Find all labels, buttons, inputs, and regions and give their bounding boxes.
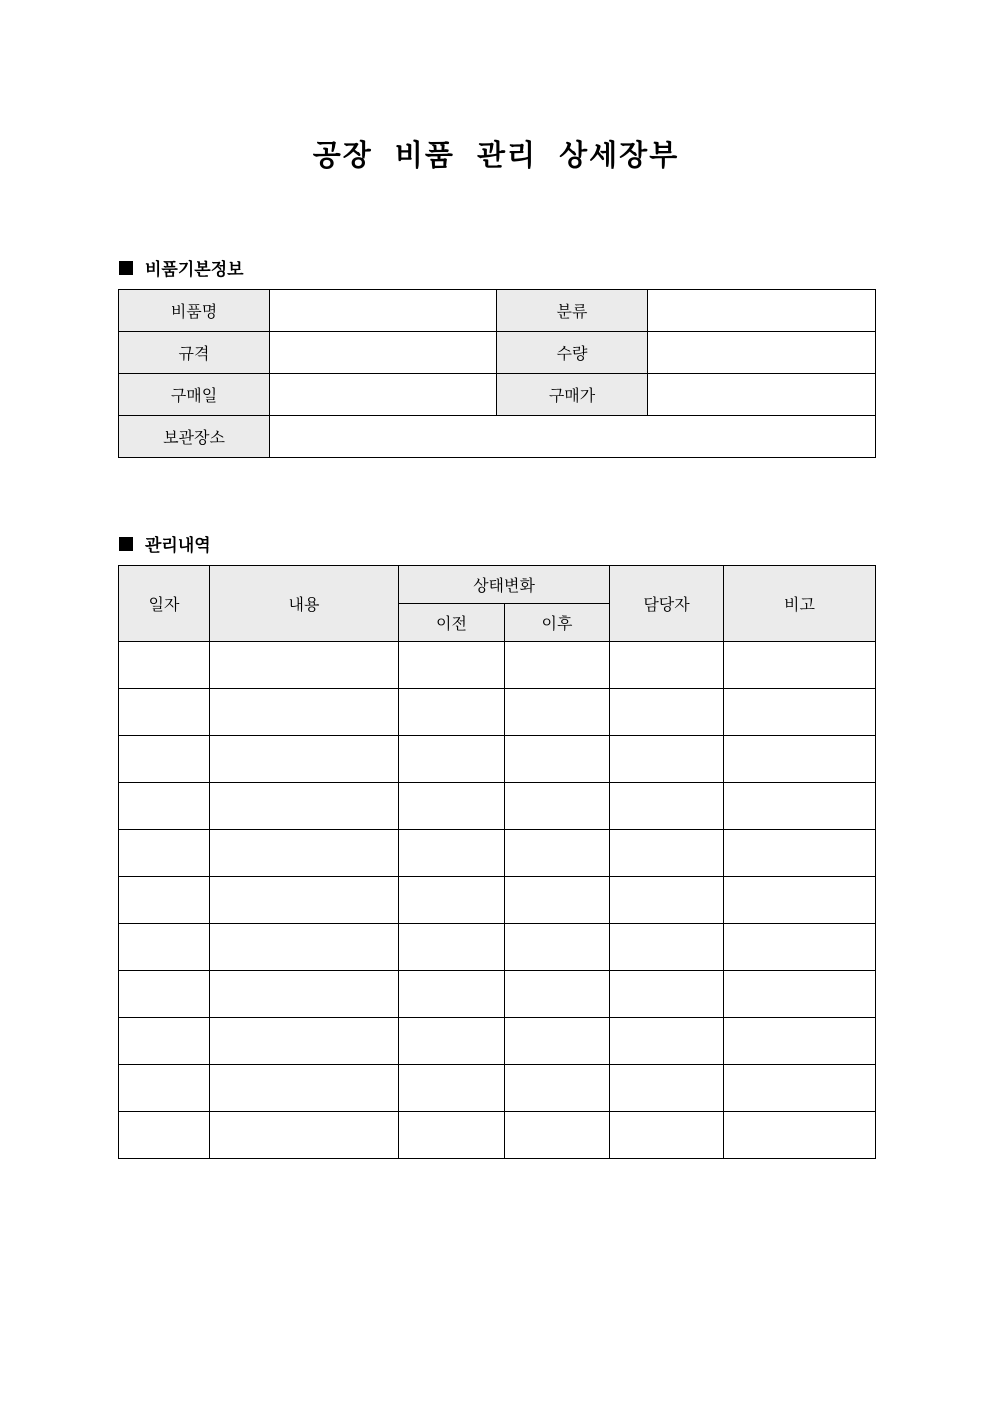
- remarks-cell[interactable]: [724, 689, 876, 736]
- before-cell[interactable]: [399, 1018, 505, 1065]
- manager-cell[interactable]: [610, 971, 724, 1018]
- remarks-cell[interactable]: [724, 642, 876, 689]
- col-header-remarks: 비고: [724, 566, 876, 642]
- date-cell[interactable]: [119, 783, 210, 830]
- before-cell[interactable]: [399, 971, 505, 1018]
- square-bullet-icon: [119, 261, 133, 275]
- after-cell[interactable]: [505, 924, 610, 971]
- table-row: [119, 416, 876, 458]
- after-cell[interactable]: [505, 1112, 610, 1159]
- content-cell[interactable]: [210, 830, 399, 877]
- before-cell[interactable]: [399, 783, 505, 830]
- content-cell[interactable]: [210, 971, 399, 1018]
- basic-info-heading-label: 비품기본정보: [145, 260, 244, 280]
- content-cell[interactable]: [210, 642, 399, 689]
- before-cell[interactable]: [399, 924, 505, 971]
- col-header-manager: 담당자: [610, 566, 724, 642]
- content-cell[interactable]: [210, 783, 399, 830]
- manager-cell[interactable]: [610, 924, 724, 971]
- before-cell[interactable]: [399, 1065, 505, 1112]
- table-row: [119, 783, 876, 830]
- table-row: [119, 642, 876, 689]
- storage-location-field[interactable]: [270, 416, 876, 458]
- content-cell[interactable]: [210, 877, 399, 924]
- table-row: [119, 1112, 876, 1159]
- col-header-after: 이후: [505, 604, 610, 642]
- date-cell[interactable]: [119, 971, 210, 1018]
- category-label: 분류: [497, 290, 648, 332]
- content-cell[interactable]: [210, 1018, 399, 1065]
- purchase-date-label: 구매일: [119, 374, 270, 416]
- header-row: [119, 566, 876, 604]
- remarks-cell[interactable]: [724, 1112, 876, 1159]
- manager-cell[interactable]: [610, 689, 724, 736]
- content-cell[interactable]: [210, 689, 399, 736]
- after-cell[interactable]: [505, 736, 610, 783]
- manager-cell[interactable]: [610, 1018, 724, 1065]
- remarks-cell[interactable]: [724, 783, 876, 830]
- table-row: [119, 924, 876, 971]
- after-cell[interactable]: [505, 783, 610, 830]
- purchase-price-field[interactable]: [648, 374, 876, 416]
- after-cell[interactable]: [505, 689, 610, 736]
- manager-cell[interactable]: [610, 642, 724, 689]
- after-cell[interactable]: [505, 877, 610, 924]
- category-field[interactable]: [648, 290, 876, 332]
- basic-info-table: [118, 289, 876, 458]
- purchase-price-label: 구매가: [497, 374, 648, 416]
- quantity-field[interactable]: [648, 332, 876, 374]
- purchase-date-field[interactable]: [270, 374, 497, 416]
- before-cell[interactable]: [399, 642, 505, 689]
- item-name-label: 비품명: [119, 290, 270, 332]
- col-header-before: 이전: [399, 604, 505, 642]
- table-row: [119, 332, 876, 374]
- content-cell[interactable]: [210, 1065, 399, 1112]
- table-row: [119, 877, 876, 924]
- date-cell[interactable]: [119, 1065, 210, 1112]
- history-table: [118, 565, 876, 1159]
- remarks-cell[interactable]: [724, 736, 876, 783]
- date-cell[interactable]: [119, 642, 210, 689]
- before-cell[interactable]: [399, 830, 505, 877]
- after-cell[interactable]: [505, 1018, 610, 1065]
- table-row: [119, 689, 876, 736]
- date-cell[interactable]: [119, 830, 210, 877]
- table-row: [119, 736, 876, 783]
- manager-cell[interactable]: [610, 736, 724, 783]
- date-cell[interactable]: [119, 689, 210, 736]
- before-cell[interactable]: [399, 736, 505, 783]
- table-row: [119, 290, 876, 332]
- table-row: [119, 1065, 876, 1112]
- col-header-date: 일자: [119, 566, 210, 642]
- remarks-cell[interactable]: [724, 971, 876, 1018]
- manager-cell[interactable]: [610, 1065, 724, 1112]
- before-cell[interactable]: [399, 1112, 505, 1159]
- manager-cell[interactable]: [610, 1112, 724, 1159]
- spec-label: 규격: [119, 332, 270, 374]
- date-cell[interactable]: [119, 877, 210, 924]
- before-cell[interactable]: [399, 689, 505, 736]
- remarks-cell[interactable]: [724, 830, 876, 877]
- spec-field[interactable]: [270, 332, 497, 374]
- item-name-field[interactable]: [270, 290, 497, 332]
- remarks-cell[interactable]: [724, 877, 876, 924]
- after-cell[interactable]: [505, 1065, 610, 1112]
- date-cell[interactable]: [119, 1112, 210, 1159]
- manager-cell[interactable]: [610, 783, 724, 830]
- content-cell[interactable]: [210, 924, 399, 971]
- table-row: [119, 1018, 876, 1065]
- col-header-content: 내용: [210, 566, 399, 642]
- manager-cell[interactable]: [610, 877, 724, 924]
- history-heading: [119, 531, 211, 556]
- storage-location-label: 보관장소: [119, 416, 270, 458]
- date-cell[interactable]: [119, 1018, 210, 1065]
- date-cell[interactable]: [119, 924, 210, 971]
- remarks-cell[interactable]: [724, 1065, 876, 1112]
- table-row: [119, 374, 876, 416]
- quantity-label: 수량: [497, 332, 648, 374]
- manager-cell[interactable]: [610, 830, 724, 877]
- table-row: [119, 971, 876, 1018]
- page-title: 공장 비품 관리 상세장부: [312, 138, 680, 172]
- square-bullet-icon: [119, 537, 133, 551]
- content-cell[interactable]: [210, 1112, 399, 1159]
- basic-info-heading: [119, 255, 244, 280]
- remarks-cell[interactable]: [724, 1018, 876, 1065]
- remarks-cell[interactable]: [724, 924, 876, 971]
- history-heading-label: 관리내역: [145, 536, 211, 556]
- history-body: [119, 642, 876, 1159]
- content-cell[interactable]: [210, 736, 399, 783]
- after-cell[interactable]: [505, 830, 610, 877]
- after-cell[interactable]: [505, 971, 610, 1018]
- col-header-status-change: 상태변화: [399, 566, 610, 604]
- after-cell[interactable]: [505, 642, 610, 689]
- date-cell[interactable]: [119, 736, 210, 783]
- table-row: [119, 830, 876, 877]
- before-cell[interactable]: [399, 877, 505, 924]
